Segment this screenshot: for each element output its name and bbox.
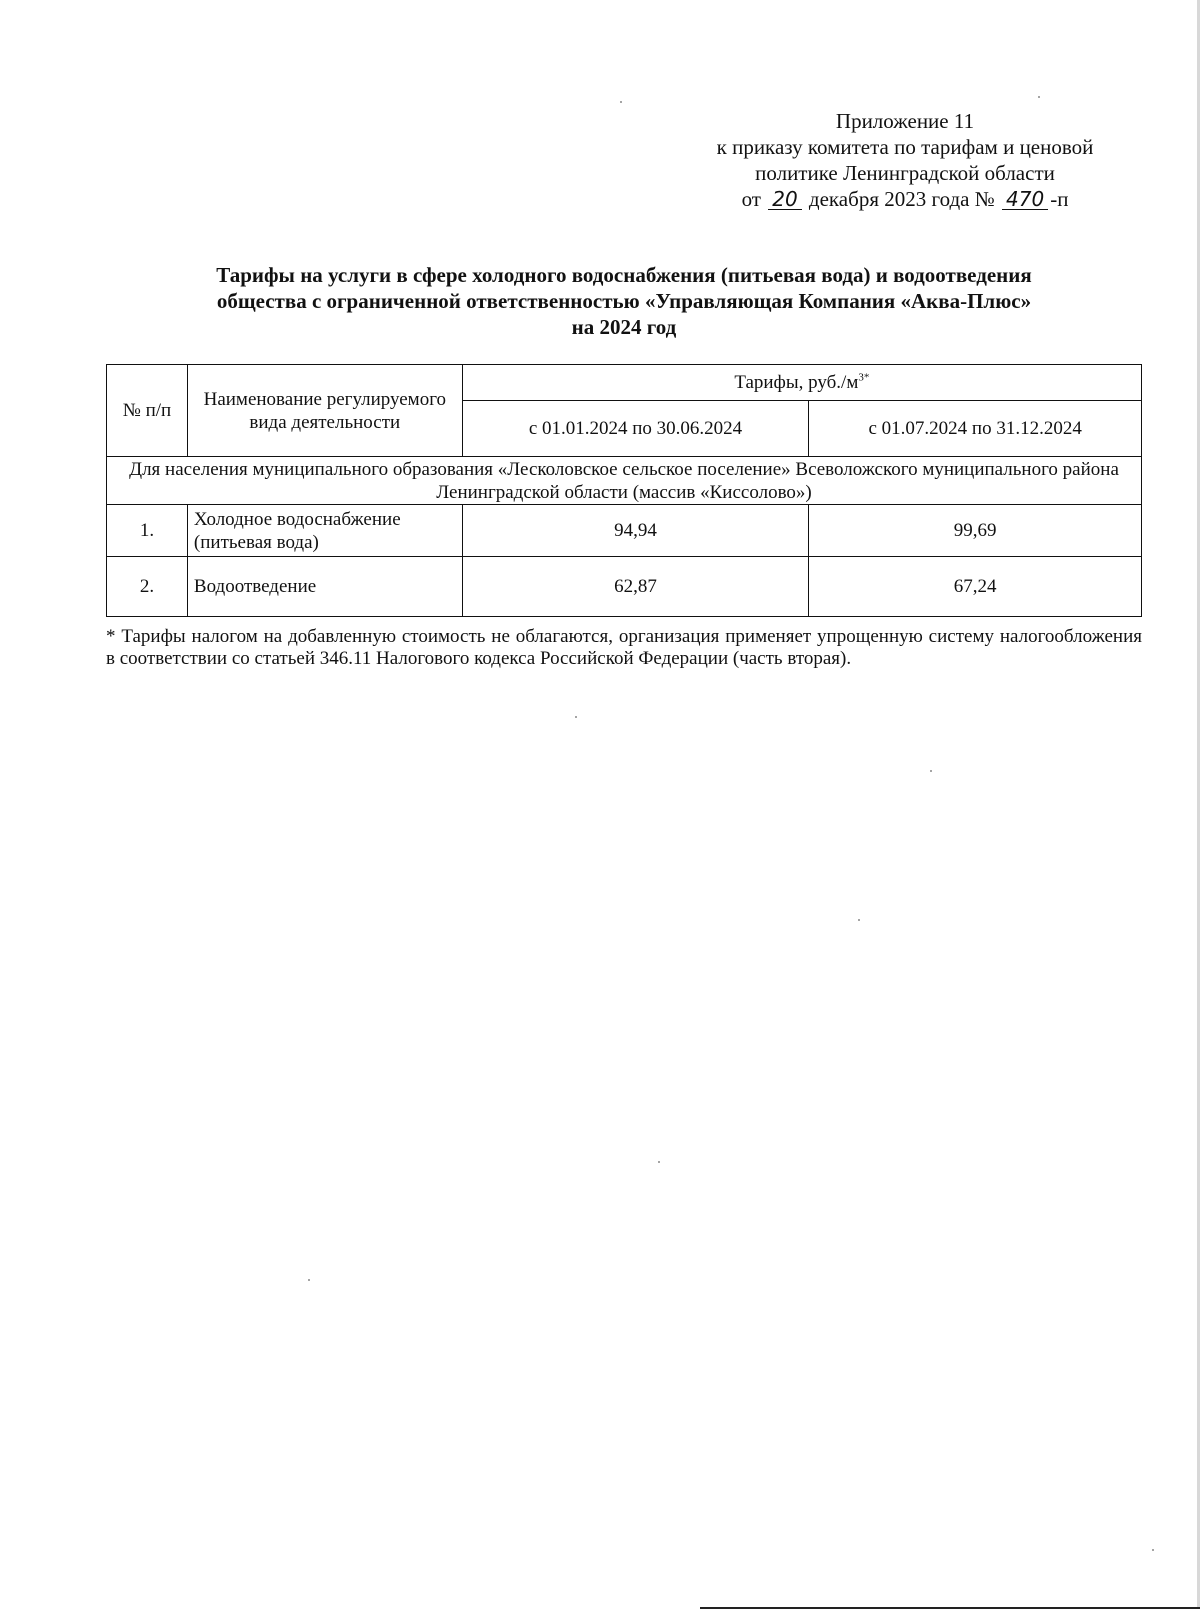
date-prefix: от — [741, 187, 761, 211]
row-period-1-value: 94,94 — [462, 505, 809, 557]
handwritten-day: 20 — [768, 189, 801, 210]
scan-speck — [1038, 96, 1040, 98]
scan-speck — [575, 716, 577, 718]
scan-speck — [308, 1279, 310, 1281]
document-title — [105, 262, 1143, 340]
scan-speck — [620, 101, 622, 103]
scan-speck — [658, 1161, 660, 1163]
header-tariffs-label: Тарифы, руб./м — [734, 372, 859, 393]
handwritten-number: 470 — [1002, 189, 1048, 210]
group-label: Для населения муниципального образования «Лесколовское сельское поселение» Всеволожского муниципального района Ленинградской области (массив «Киссолово») — [107, 457, 1142, 505]
date-middle: декабря 2023 года № — [808, 187, 995, 211]
title-line-1: Тарифы на услуги в сфере холодного водоснабжения (питьевая вода) и водоотведения — [216, 263, 1032, 287]
row-name: Холодное водоснабжение (питьевая вода) — [187, 505, 462, 557]
title-line-3: на 2024 год — [571, 315, 677, 339]
table-row — [107, 557, 1142, 617]
tariffs-table — [106, 364, 1142, 617]
table-row — [107, 505, 1142, 557]
header-name: Наименование регулируемого вида деятельности — [187, 365, 462, 457]
appendix-date-line — [650, 186, 1160, 212]
scan-speck — [930, 770, 932, 772]
appendix-line-3: политике Ленинградской области — [755, 161, 1055, 185]
row-num: 2. — [107, 557, 188, 617]
row-name: Водоотведение — [187, 557, 462, 617]
appendix-line-2: к приказу комитета по тарифам и ценовой — [716, 135, 1094, 159]
table-group-row — [107, 457, 1142, 505]
header-period-1: с 01.01.2024 по 30.06.2024 — [462, 401, 809, 457]
row-period-2-value: 67,24 — [809, 557, 1142, 617]
appendix-line-1: Приложение 11 — [835, 109, 975, 133]
header-num: № п/п — [107, 365, 188, 457]
table-header-row-1 — [107, 365, 1142, 401]
header-tariffs — [462, 365, 1141, 401]
header-period-2: с 01.07.2024 по 31.12.2024 — [809, 401, 1142, 457]
footnote: * Тарифы налогом на добавленную стоимость не облагаются, организация применяет упрощенную систему налогообложения в соответствии со статьей 346.11 Налогового кодекса Российской Федерации (часть вторая). — [106, 626, 1142, 669]
scan-speck — [858, 919, 860, 921]
row-period-1-value: 62,87 — [462, 557, 809, 617]
appendix-block — [650, 108, 1160, 212]
scan-speck — [1152, 1549, 1154, 1551]
number-suffix: -п — [1050, 187, 1069, 211]
row-num: 1. — [107, 505, 188, 557]
header-tariffs-sup: 3* — [858, 371, 870, 384]
row-period-2-value: 99,69 — [809, 505, 1142, 557]
title-line-2: общества с ограниченной ответственностью «Управляющая Компания «Аква-Плюс» — [216, 289, 1032, 313]
